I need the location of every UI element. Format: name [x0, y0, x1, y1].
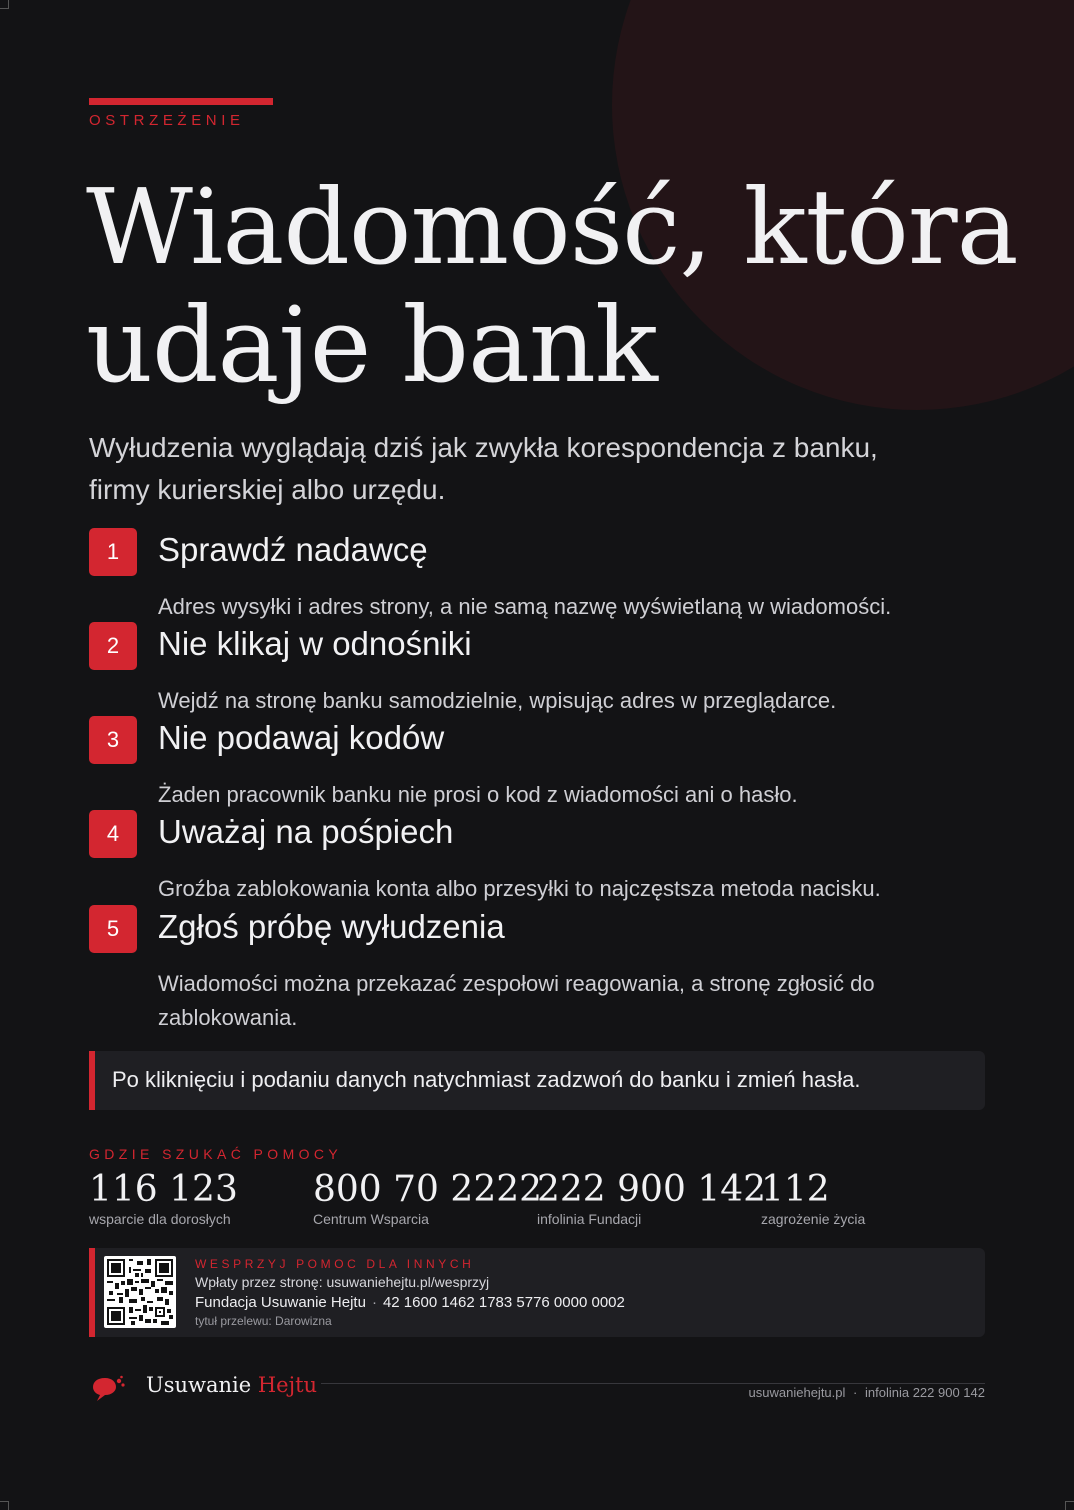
crop-mark-top-left: [0, 0, 9, 9]
hotline-label: wsparcie dla dorosłych: [89, 1211, 231, 1227]
eyebrow-label: OSTRZEŻENIE: [89, 112, 245, 129]
logo-word-accent: Hejtu: [257, 1373, 318, 1397]
crop-mark-bottom-left: [0, 1501, 9, 1510]
hotline-number: 116 123: [89, 1169, 238, 1210]
transfer-title: tytuł przelewu: Darowizna: [195, 1314, 332, 1328]
step-title: Sprawdź nadawcę: [158, 531, 428, 568]
speech-bubble-icon: [92, 1374, 126, 1409]
step-number-badge: 1: [89, 528, 137, 576]
title-line-2: udaje bank: [86, 284, 657, 406]
logo-word-main: Usuwanie: [146, 1373, 252, 1397]
hotline-number: 112: [761, 1169, 830, 1210]
callout-text: Po kliknięciu i podaniu danych natychmiast zadzwoń do banku i zmień hasła.: [112, 1067, 861, 1092]
footer-separator: ·: [853, 1385, 858, 1400]
step-title: Nie podawaj kodów: [158, 719, 445, 756]
hotline-number: 800 70 2222: [313, 1169, 543, 1210]
hotline-item: [761, 1170, 865, 1228]
hotline-label: Centrum Wsparcia: [313, 1211, 429, 1227]
logo-wordmark: [146, 1373, 321, 1397]
donation-title: WESPRZYJ POMOC DLA INNYCH: [195, 1257, 475, 1271]
step-description: Groźba zablokowania konta albo przesyłki to najczęstsza metoda nacisku.: [158, 876, 881, 901]
title-line-1: Wiadomość, która: [86, 166, 1018, 288]
donation-panel: [89, 1248, 985, 1337]
hotline-number: 222 900 142: [537, 1169, 767, 1210]
help-section-label: GDZIE SZUKAĆ POMOCY: [89, 1146, 343, 1162]
hotline-item: [89, 1170, 238, 1228]
lead-paragraph: Wyłudzenia wyglądają dziś jak zwykła korespondencja z banku, firmy kurierskiej albo urzędu.: [89, 432, 878, 505]
hotline-label: infolinia Fundacji: [537, 1211, 642, 1227]
warning-callout: [89, 1051, 985, 1110]
crop-mark-bottom-right: [1065, 1501, 1074, 1510]
qr-code: [104, 1256, 176, 1328]
footer-hotline: infolinia 222 900 142: [865, 1385, 985, 1400]
step-number-badge: 5: [89, 905, 137, 953]
separator: ·: [371, 1294, 377, 1311]
eyebrow-accent-bar: [89, 98, 273, 105]
hotlines-row: [89, 1170, 989, 1230]
step-description: Żaden pracownik banku nie prosi o kod z wiadomości ani o hasło.: [158, 782, 798, 807]
step-title: Uważaj na pośpiech: [158, 813, 454, 850]
footer-website: usuwaniehejtu.pl: [748, 1385, 846, 1400]
step-title: Nie klikaj w odnośniki: [158, 625, 472, 662]
foundation-name: Fundacja Usuwanie Hejtu: [195, 1294, 366, 1311]
step-description: Wiadomości można przekazać zespołowi reagowania, a stronę zgłosić do zablokowania.: [158, 971, 875, 1030]
donation-website: Wpłaty przez stronę: usuwaniehejtu.pl/wesprzyj: [195, 1274, 490, 1290]
step-number-badge: 3: [89, 716, 137, 764]
donation-account: [195, 1294, 625, 1311]
step-number-badge: 2: [89, 622, 137, 670]
page-title: [86, 168, 1046, 404]
footer-contact: [749, 1385, 985, 1400]
step-number-badge: 4: [89, 810, 137, 858]
bank-account-number: 42 1600 1462 1783 5776 0000 0002: [382, 1294, 625, 1311]
step-description: Adres wysyłki i adres strony, a nie samą nazwę wyświetlaną w wiadomości.: [158, 594, 892, 619]
hotline-item: [313, 1170, 542, 1228]
step-title: Zgłoś próbę wyłudzenia: [158, 908, 505, 945]
hotline-label: zagrożenie życia: [761, 1211, 866, 1227]
step-description: Wejdź na stronę banku samodzielnie, wpisując adres w przeglądarce.: [158, 688, 837, 713]
hotline-item: [537, 1170, 766, 1228]
